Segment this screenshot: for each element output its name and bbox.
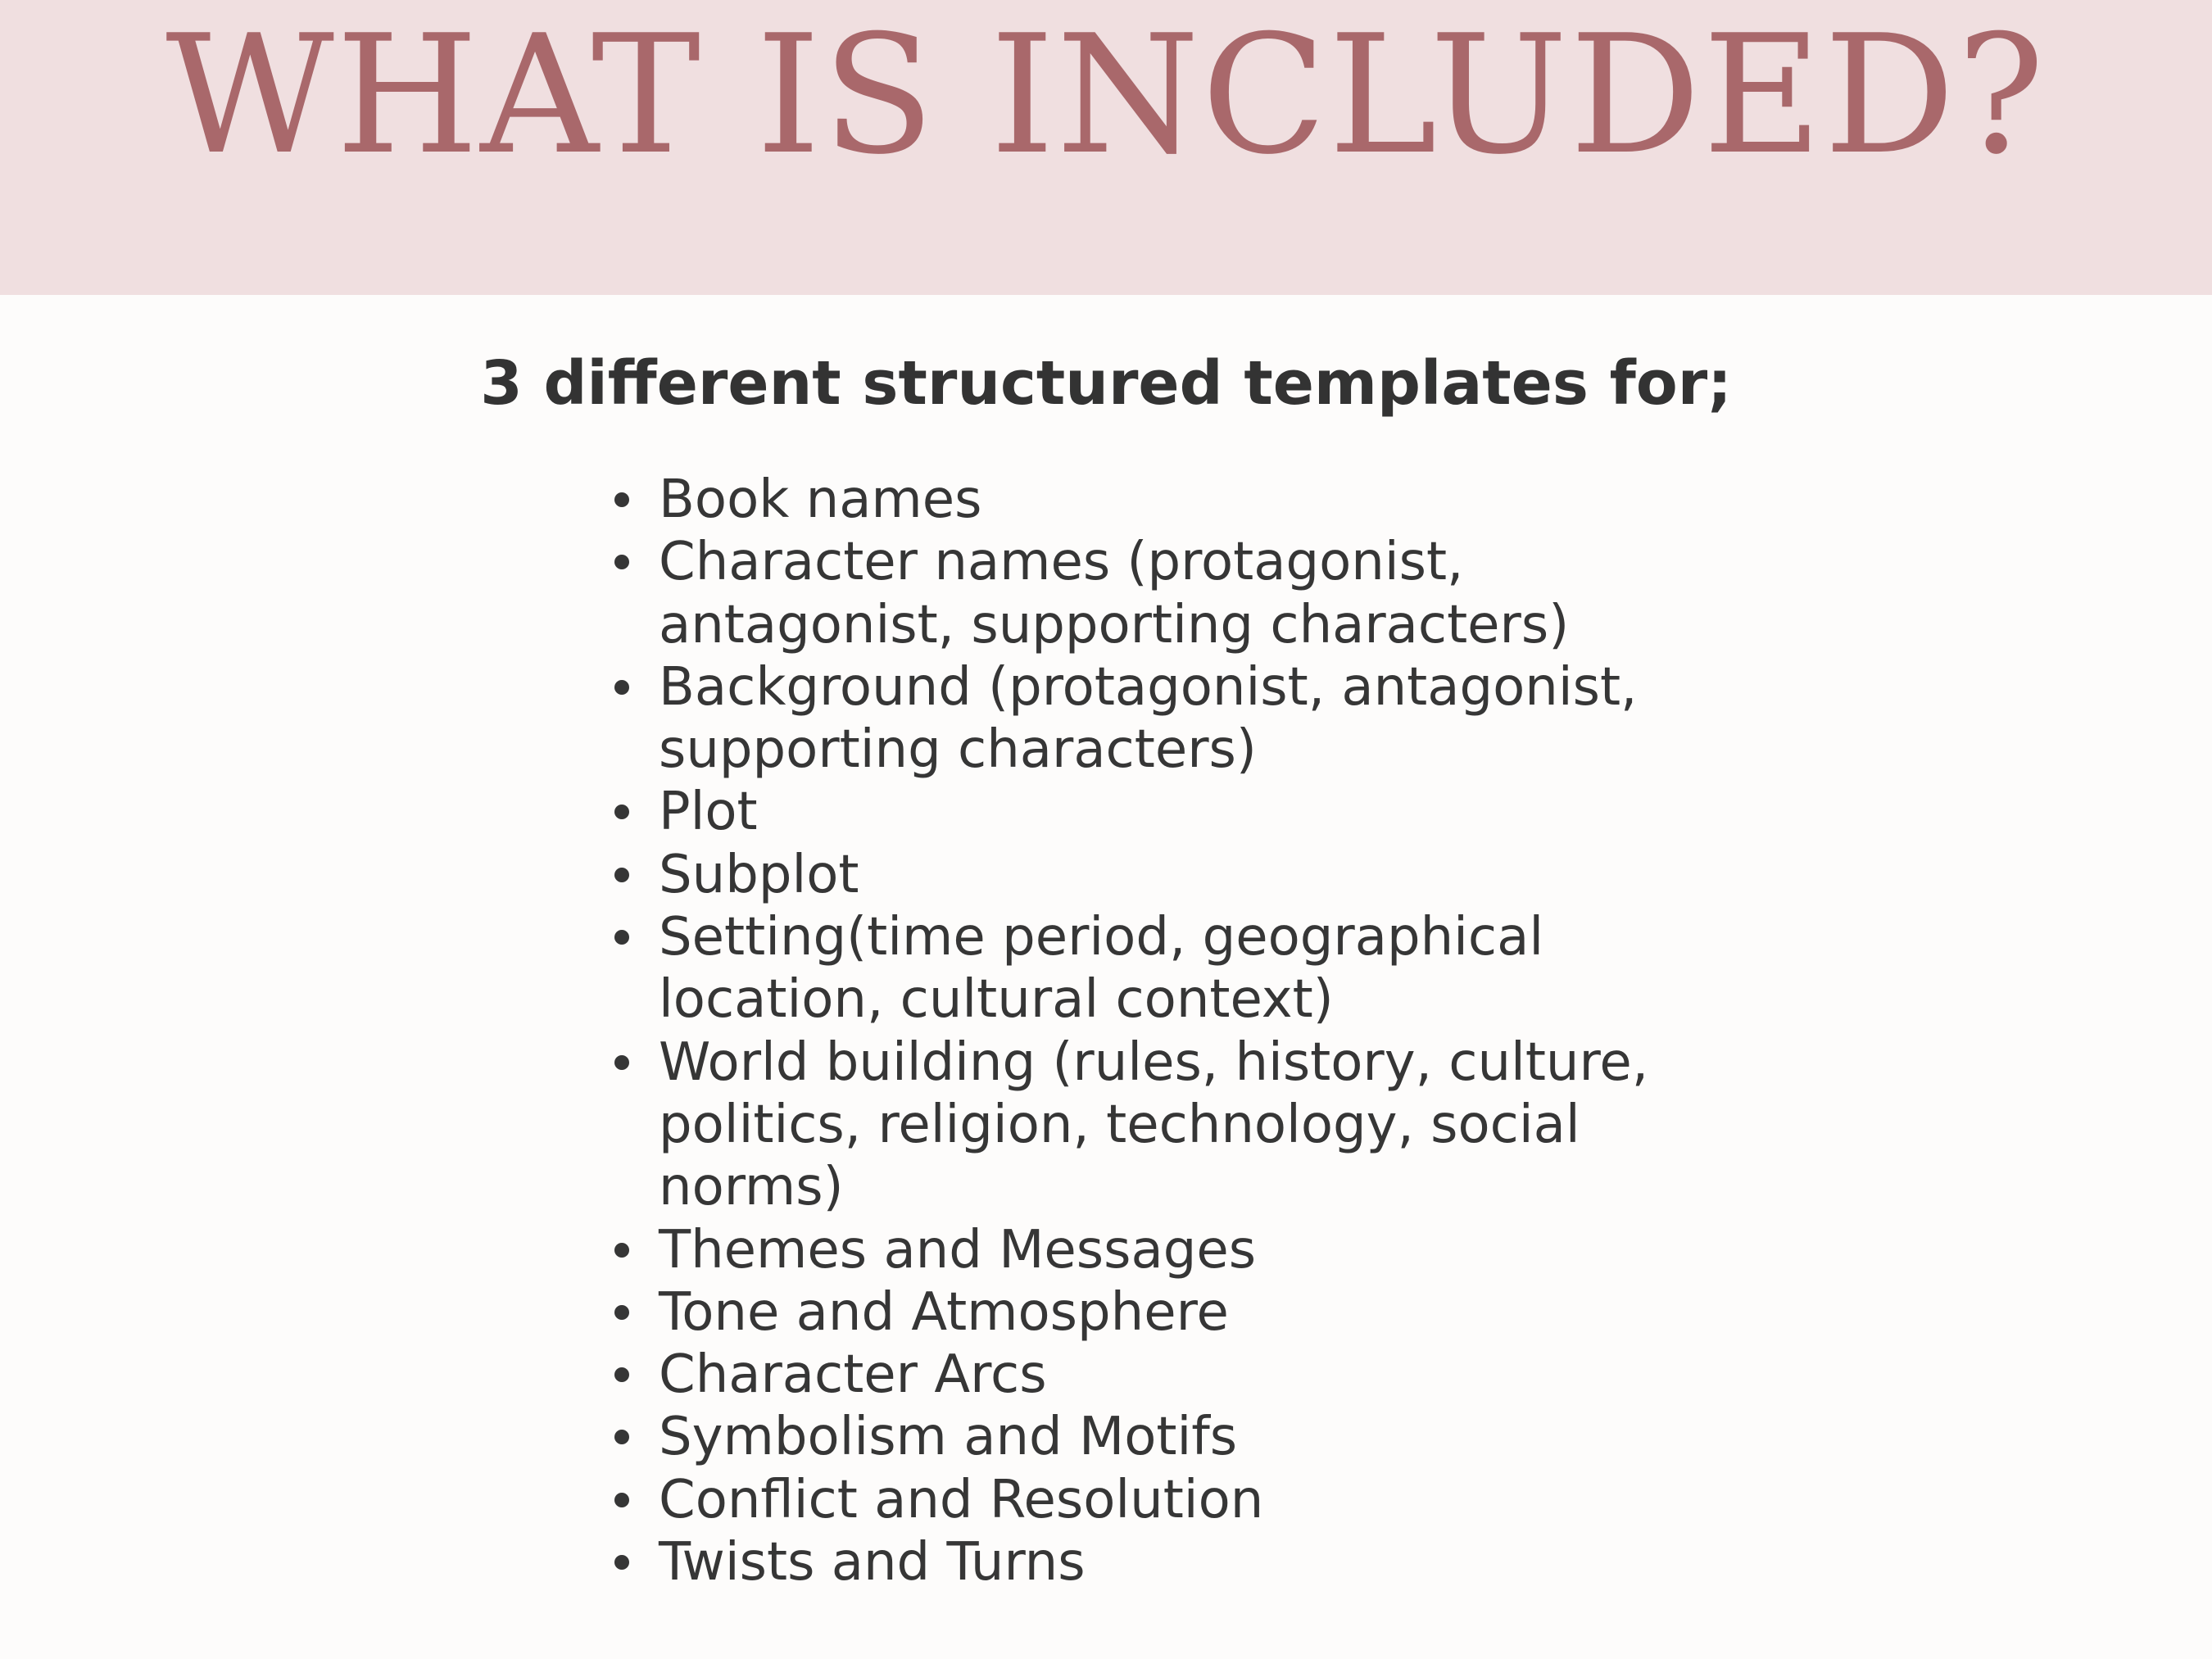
feature-text: Twists and Turns [659, 1532, 1086, 1593]
page-title: WHAT IS INCLUDED? [165, 0, 2047, 191]
feature-item-character-arcs [0, 1344, 1683, 1406]
feature-text: Subplot [659, 844, 859, 905]
header-banner [0, 0, 2212, 295]
bullet-icon [614, 868, 629, 882]
feature-text: Character Arcs [659, 1344, 1047, 1406]
bullet-icon [614, 1305, 629, 1320]
feature-item-symbolism-motifs [0, 1406, 1683, 1468]
feature-item-character-names [0, 531, 1683, 656]
bullet-icon [614, 680, 629, 695]
feature-item-subplot [0, 844, 1683, 906]
feature-item-twists-turns [0, 1531, 1683, 1593]
feature-item-setting [0, 906, 1683, 1031]
feature-text: Setting(time period, geographical location, cultural context) [659, 907, 1544, 1031]
feature-item-themes-messages [0, 1219, 1683, 1281]
bullet-icon [614, 1493, 629, 1507]
feature-item-tone-atmosphere [0, 1281, 1683, 1344]
bullet-icon [614, 492, 629, 507]
feature-text: Character names (protagonist, antagonist, supporting characters) [659, 532, 1570, 655]
feature-text: Background (protagonist, antagonist, supporting characters) [659, 656, 1638, 781]
bullet-icon [614, 555, 629, 569]
feature-item-book-names [0, 469, 1683, 531]
feature-item-world-building [0, 1031, 1683, 1219]
bullet-icon [614, 1555, 629, 1570]
feature-list [0, 469, 1683, 1593]
bullet-icon [614, 1243, 629, 1258]
feature-item-plot [0, 781, 1683, 843]
feature-text: Symbolism and Motifs [659, 1407, 1238, 1468]
feature-text: World building (rules, history, culture, politics, religion, technology, social norms) [659, 1031, 1649, 1218]
bullet-icon [614, 1367, 629, 1382]
feature-item-conflict-resolution [0, 1469, 1683, 1531]
bullet-icon [614, 1430, 629, 1444]
feature-text: Conflict and Resolution [659, 1469, 1264, 1530]
templates-subtitle: 3 different structured templates for; [480, 348, 1732, 419]
bullet-icon [614, 1055, 629, 1070]
bullet-icon [614, 805, 629, 819]
feature-text: Plot [659, 782, 758, 843]
feature-item-background [0, 656, 1683, 782]
feature-text: Themes and Messages [659, 1219, 1257, 1281]
bullet-icon [614, 930, 629, 945]
feature-text: Book names [659, 469, 982, 530]
feature-text: Tone and Atmosphere [659, 1281, 1229, 1343]
